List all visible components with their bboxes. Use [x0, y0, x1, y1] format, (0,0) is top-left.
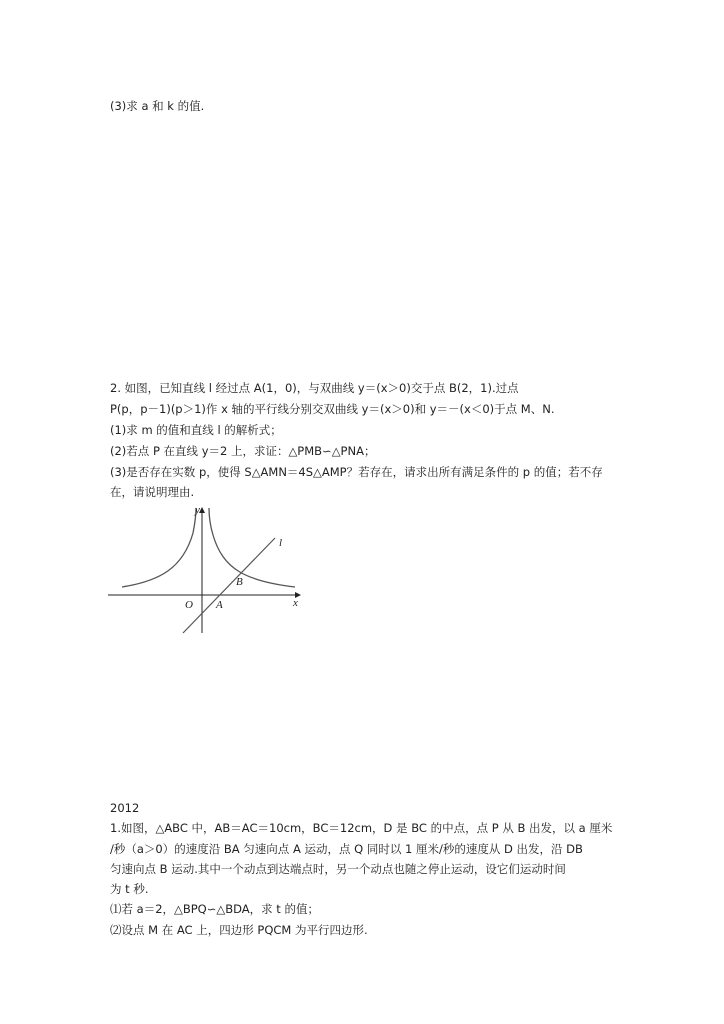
hyperbola-left-branch	[122, 508, 196, 587]
problem-2-line-2: P(p，p－1)(p＞1)作 x 轴的平行线分别交双曲线 y＝(x＞0)和 y＝－(x＜0)于点 M、N.	[110, 402, 555, 416]
label-y: y	[195, 504, 200, 516]
problem-2-part-3-line-1: (3)是否存在实数 p，使得 S△AMN＝4S△AMP？若存在，请求出所有满足条件的 p 的值；若不存	[110, 465, 603, 479]
problem-2-line-1: 2. 如图，已知直线 l 经过点 A(1，0)，与双曲线 y＝(x＞0)交于点 B(2，1).过点	[110, 381, 519, 395]
problem-2012-line-1: 1.如图，△ABC 中，AB＝AC＝10cm，BC＝12cm，D 是 BC 的中点，点 P 从 B 出发，以 a 厘米	[110, 821, 613, 835]
label-a: A	[216, 599, 223, 611]
label-b: B	[236, 576, 243, 588]
line-l	[183, 538, 275, 633]
problem-2-part-1: (1)求 m 的值和直线 l 的解析式；	[110, 423, 282, 437]
label-o: O	[185, 599, 193, 611]
problem-2-part-3-line-2: 在，请说明理由.	[110, 485, 195, 499]
problem-2-part-2: (2)若点 P 在直线 y＝2 上，求证：△PMB∽△PNA；	[110, 444, 376, 458]
section-year: 2012	[110, 801, 140, 815]
hyperbola-right-branch	[209, 508, 295, 587]
problem-2012-part-1: ⑴若 a＝2，△BPQ∽△BDA，求 t 的值；	[110, 902, 319, 916]
hyperbola-line-figure	[105, 503, 305, 636]
part-3-question: (3)求 a 和 k 的值.	[110, 99, 205, 113]
problem-2012-line-2: /秒（a＞0）的速度沿 BA 匀速向点 A 运动，点 Q 同时以 1 厘米/秒的速度从 D 出发，沿 DB	[110, 842, 583, 856]
problem-2012-line-4: 为 t 秒.	[110, 882, 149, 896]
label-x: x	[293, 597, 298, 609]
label-l: l	[279, 537, 283, 549]
problem-2012-part-2: ⑵设点 M 在 AC 上，四边形 PQCM 为平行四边形.	[110, 923, 368, 937]
problem-2012-line-3: 匀速向点 B 运动.其中一个动点到达端点时，另一个动点也随之停止运动，设它们运动时间	[110, 862, 566, 876]
